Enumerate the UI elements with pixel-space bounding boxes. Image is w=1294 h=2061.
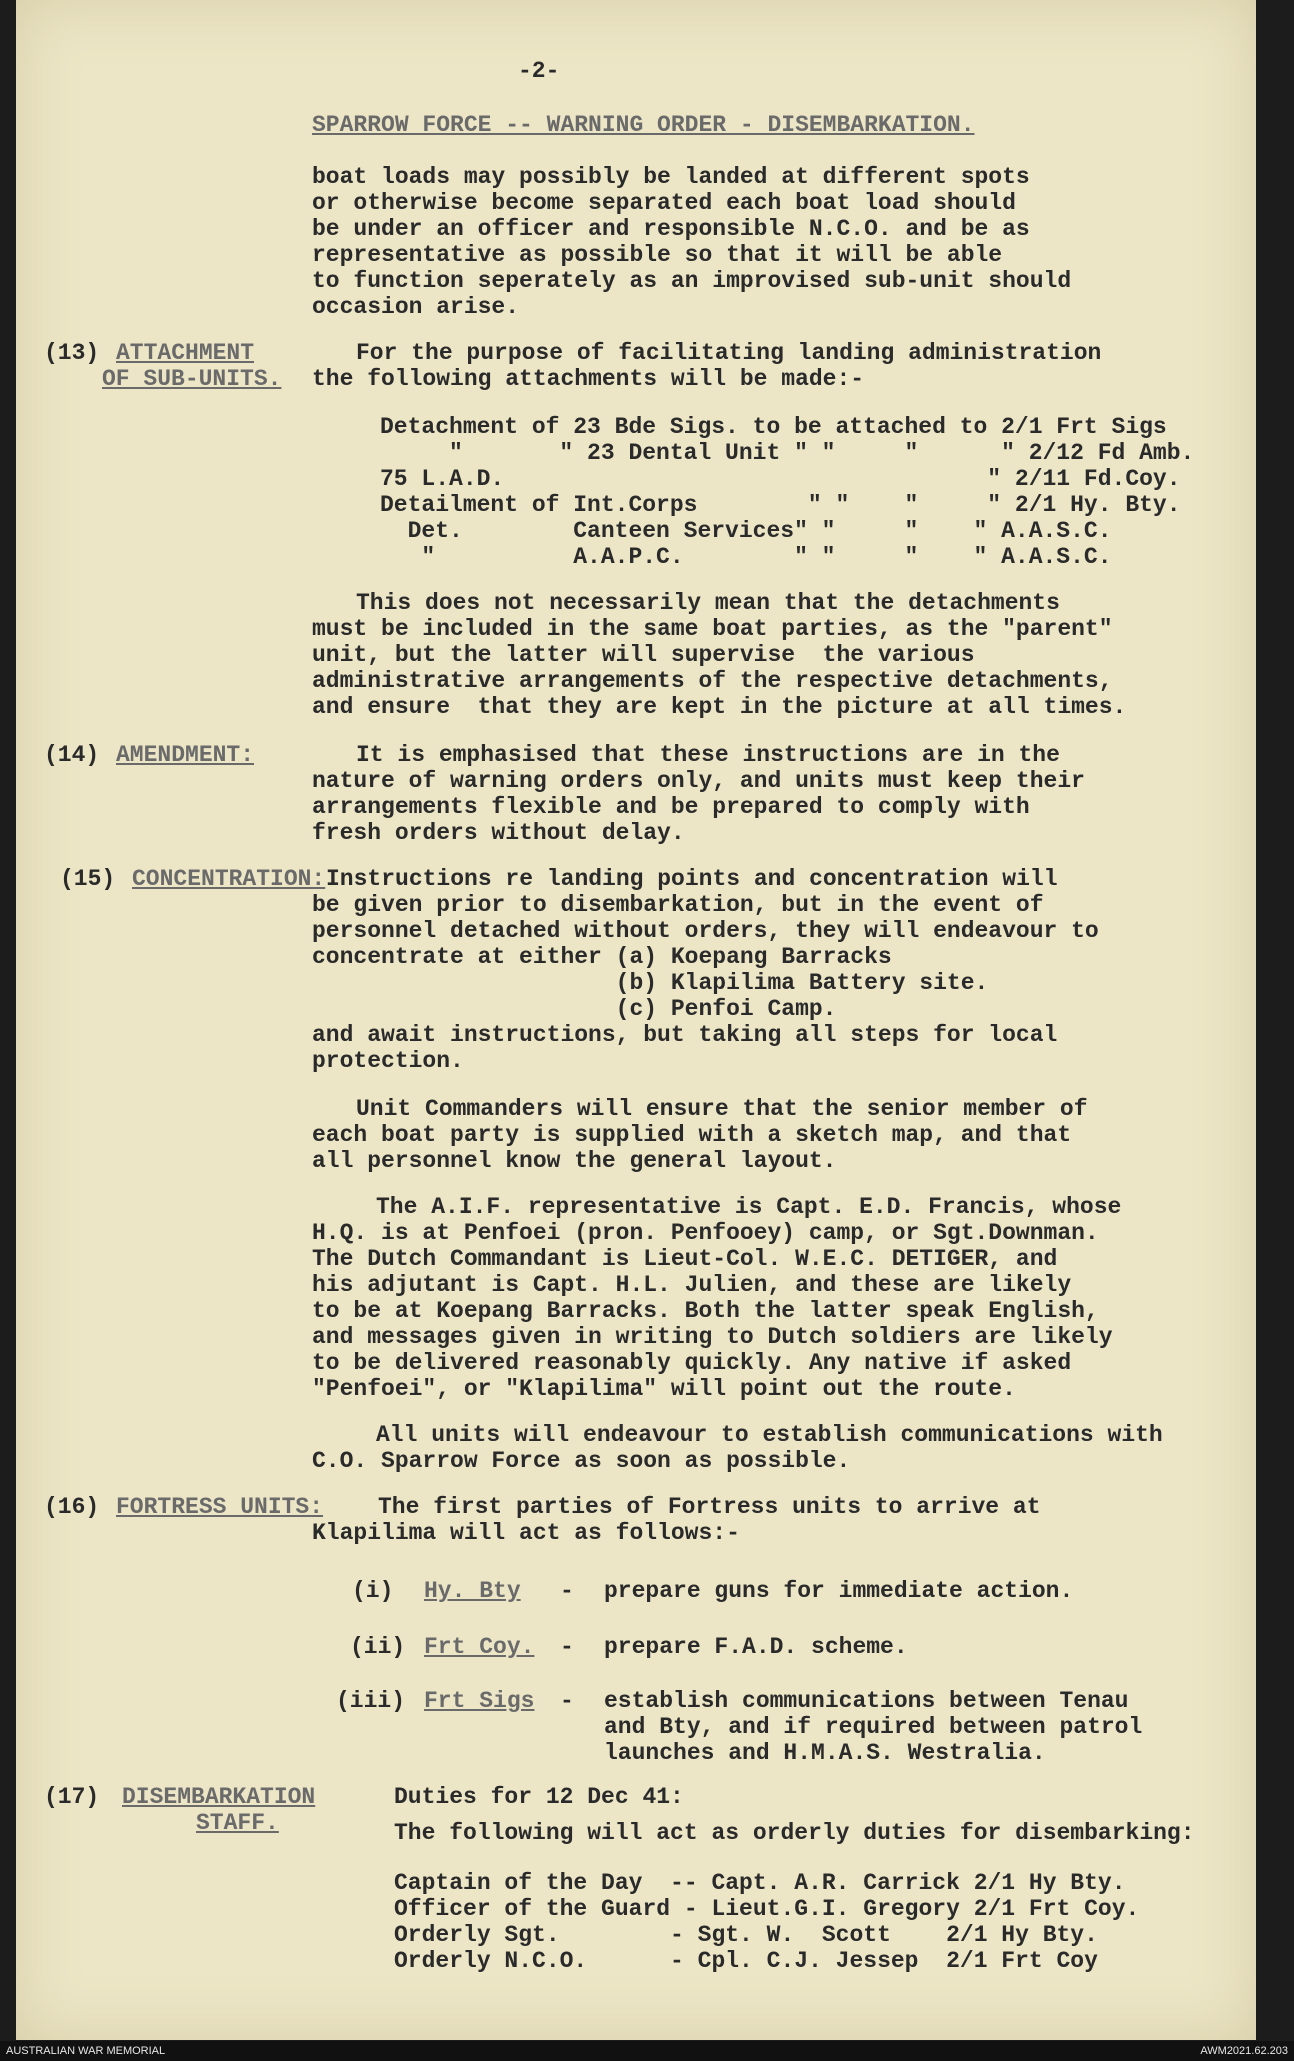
section-15-line: and await instructions, but taking all steps for local — [312, 1022, 1058, 1048]
attachment-row: " " 23 Dental Unit " " " " 2/12 Fd Amb. — [380, 440, 1195, 466]
section-16-line: The first parties of Fortress units to arrive at — [378, 1494, 1041, 1520]
section-15-para3: to be delivered reasonably quickly. Any native if asked — [312, 1350, 1072, 1376]
section-17-title-cont: STAFF. — [196, 1810, 279, 1836]
intro-line: boat loads may possibly be landed at different spots — [312, 164, 1030, 190]
section-14-line: It is emphasised that these instructions are in the — [356, 742, 1060, 768]
section-14-line: nature of warning orders only, and units must keep their — [312, 768, 1085, 794]
roster-row: Captain of the Day -- Capt. A.R. Carrick 2/1 Hy Bty. — [394, 1870, 1126, 1896]
section-15-para3: H.Q. is at Penfoei (pron. Penfooey) camp, or Sgt.Downman. — [312, 1220, 1099, 1246]
section-16-line: Klapilima will act as follows:- — [312, 1520, 740, 1546]
attachment-row: " A.A.P.C. " " " " A.A.S.C. — [380, 544, 1112, 570]
section-15-para3: to be at Koepang Barracks. Both the latter speak English, — [312, 1298, 1099, 1324]
section-13-title: ATTACHMENT — [116, 340, 255, 366]
section-17-number: (17) — [44, 1784, 100, 1810]
section-15-para2: Unit Commanders will ensure that the senior member of — [356, 1096, 1088, 1122]
item-text: launches and H.M.A.S. Westralia. — [604, 1740, 1046, 1766]
section-17-line: Duties for 12 Dec 41: — [394, 1784, 684, 1810]
item-dash: - — [560, 1634, 574, 1660]
intro-line: be under an officer and responsible N.C.O. and be as — [312, 216, 1030, 242]
item-unit: Hy. Bty — [424, 1578, 521, 1604]
section-14-number: (14) — [44, 742, 100, 768]
attachment-row: 75 L.A.D. " 2/11 Fd.Coy. — [380, 466, 1181, 492]
item-dash: - — [560, 1578, 574, 1604]
attachment-row: Det. Canteen Services" " " " A.A.S.C. — [380, 518, 1112, 544]
item-text: and Bty, and if required between patrol — [604, 1714, 1143, 1740]
section-13-note: administrative arrangements of the respective detachments, — [312, 668, 1113, 694]
section-16-title: FORTRESS UNITS: — [116, 1494, 324, 1520]
document-heading: SPARROW FORCE -- WARNING ORDER - DISEMBARKATION. — [312, 112, 975, 138]
section-15-para2: each boat party is supplied with a sketch map, and that — [312, 1122, 1072, 1148]
section-14-title: AMENDMENT: — [116, 742, 255, 768]
section-15-line: be given prior to disembarkation, but in the event of — [312, 892, 1044, 918]
section-15-line: personnel detached without orders, they will endeavour to — [312, 918, 1099, 944]
section-15-line: Instructions re landing points and concentration will — [326, 866, 1058, 892]
intro-line: representative as possible so that it will be able — [312, 242, 1003, 268]
section-15-line: protection. — [312, 1048, 464, 1074]
footer-reference: AWM2021.62.203 — [1200, 2045, 1288, 2057]
attachment-row: Detachment of 23 Bde Sigs. to be attached to 2/1 Frt Sigs — [380, 414, 1167, 440]
section-15-para3: his adjutant is Capt. H.L. Julien, and these are likely — [312, 1272, 1072, 1298]
section-13-title-cont: OF SUB-UNITS. — [102, 366, 282, 392]
item-number: (iii) — [336, 1688, 406, 1714]
intro-line: or otherwise become separated each boat load should — [312, 190, 1016, 216]
section-13-note: unit, but the latter will supervise the various — [312, 642, 975, 668]
section-15-para3: and messages given in writing to Dutch soldiers are likely — [312, 1324, 1113, 1350]
intro-line: to function seperately as an improvised sub-unit should — [312, 268, 1072, 294]
roster-row: Orderly Sgt. - Sgt. W. Scott 2/1 Hy Bty. — [394, 1922, 1098, 1948]
section-15-para2: all personnel know the general layout. — [312, 1148, 837, 1174]
roster-row: Officer of the Guard - Lieut.G.I. Gregory 2/1 Frt Coy. — [394, 1896, 1140, 1922]
item-unit: Frt Sigs — [424, 1688, 535, 1714]
section-15-line: (b) Klapilima Battery site. — [312, 970, 989, 996]
item-unit: Frt Coy. — [424, 1634, 535, 1660]
section-14-line: fresh orders without delay. — [312, 820, 685, 846]
attachment-row: Detailment of Int.Corps " " " " 2/1 Hy. Bty. — [380, 492, 1181, 518]
section-15-line: concentrate at either (a) Koepang Barracks — [312, 944, 892, 970]
section-13-note: must be included in the same boat parties, as the "parent" — [312, 616, 1113, 642]
footer-institution: AUSTRALIAN WAR MEMORIAL — [6, 2045, 166, 2057]
intro-line: occasion arise. — [312, 294, 520, 320]
section-15-number: (15) — [60, 866, 116, 892]
section-15-para3: The Dutch Commandant is Lieut-Col. W.E.C. DETIGER, and — [312, 1246, 1058, 1272]
section-15-para4: All units will endeavour to establish communications with — [376, 1422, 1163, 1448]
section-15-line: (c) Penfoi Camp. — [312, 996, 837, 1022]
section-13-line: For the purpose of facilitating landing administration — [356, 340, 1102, 366]
section-15-para4: C.O. Sparrow Force as soon as possible. — [312, 1448, 851, 1474]
section-16-number: (16) — [44, 1494, 100, 1520]
section-15-title: CONCENTRATION: — [132, 866, 326, 892]
section-13-note: This does not necessarily mean that the detachments — [356, 590, 1060, 616]
section-15-para3: The A.I.F. representative is Capt. E.D. Francis, whose — [376, 1194, 1122, 1220]
section-13-note: and ensure that they are kept in the picture at all times. — [312, 694, 1127, 720]
roster-row: Orderly N.C.O. - Cpl. C.J. Jessep 2/1 Frt Coy — [394, 1948, 1098, 1974]
section-13-number: (13) — [44, 340, 100, 366]
item-text: prepare F.A.D. scheme. — [604, 1634, 908, 1660]
section-13-line: the following attachments will be made:- — [312, 366, 865, 392]
item-text: prepare guns for immediate action. — [604, 1578, 1074, 1604]
section-17-line: The following will act as orderly duties for disembarking: — [394, 1820, 1195, 1846]
item-number: (ii) — [350, 1634, 406, 1660]
section-17-title: DISEMBARKATION — [122, 1784, 316, 1810]
item-dash: - — [560, 1688, 574, 1714]
item-number: (i) — [352, 1578, 394, 1604]
item-text: establish communications between Tenau — [604, 1688, 1129, 1714]
page-number: -2- — [518, 58, 560, 84]
section-15-para3: "Penfoei", or "Klapilima" will point out the route. — [312, 1376, 1016, 1402]
section-14-line: arrangements flexible and be prepared to comply with — [312, 794, 1030, 820]
archive-footer — [0, 2041, 1294, 2061]
